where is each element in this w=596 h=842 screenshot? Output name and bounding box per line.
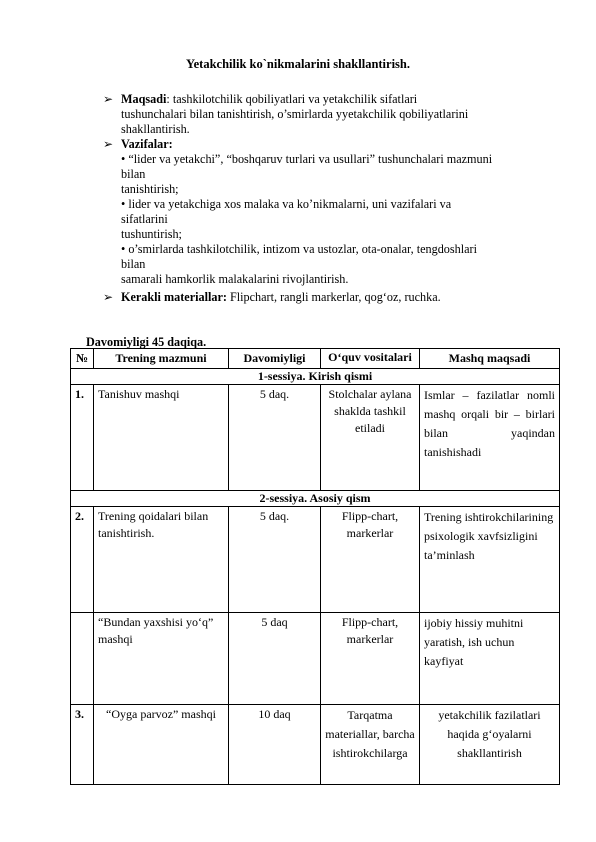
table-row: [71, 705, 560, 785]
row-tools: Stolchalar aylana shaklda tashkil etiladi: [321, 385, 420, 491]
task-line: bilan: [121, 257, 146, 271]
task-line: samarali hamkorlik malakalarini rivojlantirish.: [121, 272, 349, 286]
row-content: “Oyga parvoz” mashqi: [94, 705, 229, 785]
goal-bullet: [103, 92, 531, 137]
tasks-label: Vazifalar:: [121, 137, 173, 151]
total-duration: Davomiyligi 45 daqiqa.: [86, 335, 207, 349]
row-tools: Flipp-chart, markerlar: [321, 507, 420, 613]
row-goal: Ismlar – fazilatlar nomli mashq orqali bir – birlari bilan yaqindan tanishishadi: [420, 385, 560, 491]
row-goal: yetakchilik fazilatlari haqida g‘oyalarni shakllantirish: [420, 705, 560, 785]
task-line: • lider va yetakchiga xos malaka va ko’nikmalarni, uni vazifalari va: [121, 197, 452, 211]
goal-line: tushunchalari bilan tanishtirish, o’smirlarda yyetakchilik qobiliyatlarini: [121, 107, 469, 121]
training-table: [70, 348, 560, 785]
header-goal: Mashq maqsadi: [420, 349, 560, 369]
task-line: tushuntirish;: [121, 227, 182, 241]
row-content: Trening qoidalari bilan tanishtirish.: [94, 507, 229, 613]
row-number: 1.: [71, 385, 94, 491]
arrow-bullet-icon: ➢: [103, 92, 114, 106]
row-number: [71, 613, 94, 705]
materials-text: Flipchart, rangli markerlar, qog‘oz, ruchka.: [226, 290, 441, 304]
header-content: Trening mazmuni: [94, 349, 229, 369]
tasks-bullet: [103, 137, 531, 287]
arrow-bullet-icon: ➢: [103, 137, 114, 151]
session-row: [71, 491, 560, 507]
row-duration: 5 daq: [229, 613, 321, 705]
goal-line: shakllantirish.: [121, 122, 190, 136]
row-content: “Bundan yaxshisi yo‘q” mashqi: [94, 613, 229, 705]
task-line: • o’smirlarda tashkilotchilik, intizom va ustozlar, ota-onalar, tengdoshlari: [121, 242, 477, 256]
goal-label: Maqsadi: [121, 92, 167, 106]
task-line: tanishtirish;: [121, 182, 179, 196]
row-number: 3.: [71, 705, 94, 785]
materials-bullet: [103, 290, 531, 305]
session-2-title: 2-sessiya. Asosiy qism: [71, 491, 560, 507]
row-tools: Flipp-chart, markerlar: [321, 613, 420, 705]
goal-line: : tashkilotchilik qobiliyatlari va yetakchilik sifatlari: [166, 92, 418, 106]
arrow-bullet-icon: ➢: [103, 290, 114, 304]
row-content: Tanishuv mashqi: [94, 385, 229, 491]
task-line: sifatlarini: [121, 212, 168, 226]
row-duration: 10 daq: [229, 705, 321, 785]
row-goal: Trening ishtirokchilarining psixologik xavfsizligini ta’minlash: [420, 507, 560, 613]
table-row: [71, 507, 560, 613]
header-tools: O‘quv vositalari: [321, 349, 420, 369]
objectives-list: [103, 92, 531, 305]
row-duration: 5 daq.: [229, 507, 321, 613]
session-1-title: 1-sessiya. Kirish qismi: [71, 369, 560, 385]
task-line: bilan: [121, 167, 146, 181]
header-number: №: [71, 349, 94, 369]
task-line: • “lider va yetakchi”, “boshqaruv turlari va usullari” tushunchalari mazmuni: [121, 152, 493, 166]
row-number: 2.: [71, 507, 94, 613]
materials-label: Kerakli materiallar:: [121, 290, 227, 304]
row-tools: Tarqatma materiallar, barcha ishtirokchilarga: [321, 705, 420, 785]
table-row: [71, 613, 560, 705]
table-row: [71, 385, 560, 491]
header-duration: Davomiyligi: [229, 349, 321, 369]
page-title: Yetakchilik ko`nikmalarini shakllantirish.: [185, 57, 410, 71]
table-header-row: [71, 349, 560, 369]
session-row: [71, 369, 560, 385]
row-goal: ijobiy hissiy muhitni yaratish, ish uchun kayfiyat: [420, 613, 560, 705]
row-duration: 5 daq.: [229, 385, 321, 491]
